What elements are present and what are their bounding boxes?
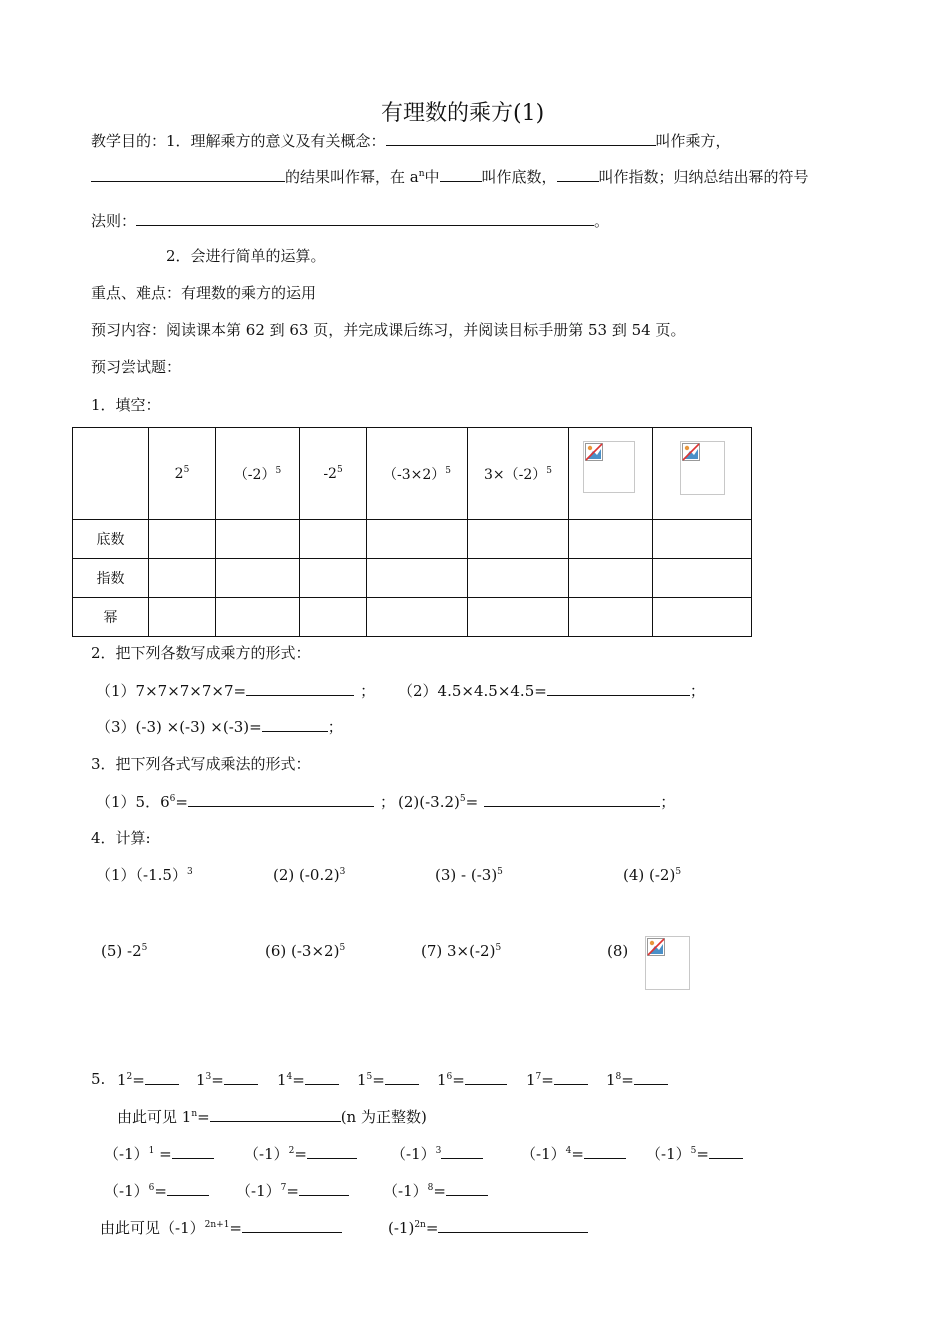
preview-line: 预习内容：阅读课本第 62 到 63 页，并完成课后练习，并阅读目标手册第 53 到 54 页。 — [91, 321, 686, 339]
blank-field[interactable] — [547, 681, 690, 696]
row-label: 底数 — [73, 520, 149, 559]
q2-a-end: ； — [360, 682, 376, 700]
objective-line-2 — [91, 167, 809, 186]
blank-field[interactable] — [224, 1070, 258, 1085]
blank-field[interactable] — [634, 1070, 668, 1085]
blank-field[interactable] — [167, 1181, 209, 1196]
answer-cell[interactable] — [653, 559, 752, 598]
q2-c-end: ； — [327, 718, 343, 736]
q5-one-item: $1^8=$ — [606, 1070, 668, 1089]
page-title: 有理数的乘方(1) — [381, 101, 545, 126]
answer-cell[interactable] — [216, 559, 300, 598]
superscript: n — [418, 169, 425, 179]
table-row — [73, 559, 752, 598]
q5-neg-item: $(-1)^4=$ — [521, 1144, 626, 1163]
table-corner-cell — [73, 428, 149, 520]
answer-cell[interactable] — [569, 598, 653, 637]
blank-field[interactable] — [145, 1070, 179, 1085]
answer-cell[interactable] — [468, 520, 569, 559]
q3-b-text: (2)(-3.2) — [398, 793, 460, 811]
q2-c-text: （3）(-3) ×(-3) ×(-3)= — [96, 718, 262, 736]
blank-field[interactable] — [188, 792, 374, 807]
blank-field[interactable] — [136, 211, 594, 226]
table-header-cell: $-2^5$ — [300, 428, 367, 520]
q3-a-text: （1）5．6 — [96, 793, 170, 811]
blank-field[interactable] — [554, 1070, 588, 1085]
answer-cell[interactable] — [653, 598, 752, 637]
answer-cell[interactable] — [149, 520, 216, 559]
answer-cell[interactable] — [300, 559, 367, 598]
blank-field[interactable] — [172, 1144, 214, 1159]
blank-field[interactable] — [584, 1144, 626, 1159]
answer-cell[interactable] — [300, 598, 367, 637]
objective-2-text-d: 叫作指数；归纳总结出幂的符号 — [598, 168, 809, 186]
blank-field[interactable] — [438, 1218, 588, 1233]
objective-2-text-b: 中 — [424, 168, 440, 186]
objective-line-3 — [91, 211, 609, 230]
answer-cell[interactable] — [569, 559, 653, 598]
table-row — [73, 598, 752, 637]
q4-item: $(3) - (-3)^5$ — [435, 866, 503, 884]
q4-item: (6) $(-3\times 2)^5$ — [265, 942, 346, 960]
blank-field[interactable] — [465, 1070, 507, 1085]
answer-cell[interactable] — [468, 598, 569, 637]
broken-image-icon — [680, 441, 725, 495]
q3-b — [398, 792, 675, 811]
power-table — [72, 427, 752, 637]
q2-b-end: ； — [689, 682, 705, 700]
q5-neg-item: $(-1)^5=$ — [646, 1144, 743, 1163]
blank-field[interactable] — [210, 1107, 341, 1122]
broken-image-icon — [583, 441, 635, 493]
blank-field[interactable] — [484, 792, 660, 807]
q2-a — [96, 681, 375, 700]
answer-cell[interactable] — [216, 598, 300, 637]
q2-c — [96, 717, 343, 736]
q3-heading: 3．把下列各式写成乘法的形式： — [91, 755, 311, 773]
blank-field[interactable] — [242, 1218, 342, 1233]
answer-cell[interactable] — [653, 520, 752, 559]
broken-image-icon — [645, 936, 690, 990]
blank-field[interactable] — [386, 131, 656, 146]
q3-a-end: ； — [379, 793, 395, 811]
table-header-cell: $2^5$ — [149, 428, 216, 520]
objective-2-text-c: 叫作底数， — [481, 168, 557, 186]
row-label: 指数 — [73, 559, 149, 598]
q4-item: (4) $(-2)^5$ — [623, 866, 682, 884]
objective-3-text: 法则： — [91, 212, 137, 230]
blank-field[interactable] — [440, 167, 482, 182]
q5-neg-item: $(-1)^8=$ — [383, 1181, 488, 1200]
table-header-cell: $(-3\times 2)^5$ — [367, 428, 468, 520]
blank-field[interactable] — [307, 1144, 357, 1159]
table-row — [73, 520, 752, 559]
blank-field[interactable] — [385, 1070, 419, 1085]
blank-field[interactable] — [299, 1181, 349, 1196]
q2-b — [398, 681, 705, 700]
answer-cell[interactable] — [216, 520, 300, 559]
answer-cell[interactable] — [468, 559, 569, 598]
answer-cell[interactable] — [367, 520, 468, 559]
objective-item-2: 2．会进行简单的运算。 — [166, 247, 326, 265]
answer-cell[interactable] — [300, 520, 367, 559]
q3-b-end: ； — [660, 793, 676, 811]
q5-conclusion-3: $(-1)^{2n}=$ — [388, 1218, 588, 1237]
blank-field[interactable] — [557, 167, 599, 182]
q5-conclusion-1: 由此可见 $1^n= (n$ 为正整数) — [117, 1108, 427, 1126]
objective-1-text: 教学目的：1．理解乘方的意义及有关概念： — [91, 132, 386, 150]
table-header-cell: $3\times(-2)^5$ — [468, 428, 569, 520]
objective-3-suffix: 。 — [594, 212, 610, 230]
superscript: 5 — [459, 794, 466, 804]
q4-item: (2) $(-0.2)^3$ — [273, 866, 346, 884]
answer-cell[interactable] — [367, 559, 468, 598]
blank-field[interactable] — [446, 1181, 488, 1196]
blank-field[interactable] — [305, 1070, 339, 1085]
answer-cell[interactable] — [149, 598, 216, 637]
q4-heading: 4．计算: — [91, 829, 151, 847]
objective-1-suffix: 叫作乘方， — [655, 132, 731, 150]
blank-field[interactable] — [441, 1144, 483, 1159]
objective-2-text-a: 的结果叫作幂，在 a — [285, 168, 419, 186]
q5-one-item: $1^5=$ — [357, 1070, 419, 1089]
answer-cell[interactable] — [569, 520, 653, 559]
q5-neg-item: $(-1)^6=$ — [104, 1181, 209, 1200]
q5-one-item: $1^3=$ — [196, 1070, 258, 1089]
q5-one-item: $1^6=$ — [437, 1070, 507, 1089]
blank-field[interactable] — [262, 717, 328, 732]
q1-heading: 1．填空： — [91, 396, 161, 414]
q2-b-text: （2）4.5×4.5×4.5= — [398, 682, 547, 700]
q5-neg-item: $(-1)^7=$ — [236, 1181, 349, 1200]
answer-cell[interactable] — [367, 598, 468, 637]
trial-heading: 预习尝试题： — [91, 358, 182, 376]
table-header-cell-image — [569, 428, 653, 520]
table-header-row — [73, 428, 752, 520]
q5-neg-item: $(-1)^3$ — [391, 1144, 483, 1163]
q4-item: (7) $3\times(-2)^5$ — [421, 942, 502, 960]
q5-one-item: $1^7=$ — [526, 1070, 588, 1089]
q2-a-text: （1）7×7×7×7×7= — [96, 682, 247, 700]
superscript: 6 — [169, 794, 176, 804]
row-label: 幂 — [73, 598, 149, 637]
focus-line: 重点、难点：有理数的乘方的运用 — [91, 284, 317, 302]
q2-heading: 2．把下列各数写成乘方的形式： — [91, 644, 311, 662]
q3-b-eq: = — [465, 793, 479, 811]
answer-cell[interactable] — [149, 559, 216, 598]
q5-conclusion-2: 由此可见$(-1)^{2n+1}=$ — [100, 1218, 342, 1237]
q3-a — [96, 792, 395, 811]
table-header-cell: $(-2)^5$ — [216, 428, 300, 520]
blank-field[interactable] — [709, 1144, 743, 1159]
q4-item: $(1)(-1.5)^3$ — [96, 866, 193, 884]
blank-field[interactable] — [91, 167, 285, 182]
table-header-cell-image — [653, 428, 752, 520]
q3-a-eq: = — [175, 793, 188, 811]
q5-number: 5. — [91, 1070, 106, 1088]
q4-item: (5) $-2^5$ — [101, 942, 148, 960]
q5-neg-item: $(-1)^2=$ — [244, 1144, 357, 1163]
objective-line-1 — [91, 131, 731, 150]
q5-one-item: $1^2=$ — [117, 1070, 179, 1089]
q4-item: (8) — [607, 942, 629, 960]
blank-field[interactable] — [246, 681, 354, 696]
q5-one-item: $1^4=$ — [277, 1070, 339, 1089]
q5-neg-item: $(-1)^1$ = — [104, 1144, 214, 1163]
